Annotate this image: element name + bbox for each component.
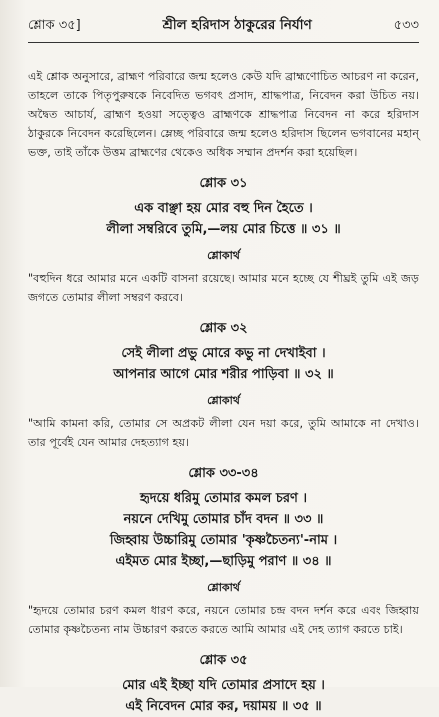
verse-section xyxy=(28,464,419,639)
verse-line: এইমত মোর ইচ্ছা,—ছাড়িমু পরাণ ॥ ৩৪ ॥ xyxy=(115,554,332,569)
verse-line: লীলা সম্বরিবে তুমি,—লয় মোর চিত্তে ॥ ৩১ ॥ xyxy=(106,222,341,237)
header-verse-ref: শ্লোক ৩৫] xyxy=(28,18,81,33)
header-chapter-title: শ্রীল হরিদাস ঠাকুরের নির্যাণ xyxy=(162,17,312,33)
verse-section xyxy=(28,174,419,307)
verse-line: সেই লীলা প্রভু মোরে কভু না দেখাইবা । xyxy=(121,346,326,361)
verse-heading: শ্লোক ৩১ xyxy=(199,176,248,191)
verse-line: নয়নে দেখিমু তোমার চাঁদ বদন ॥ ৩৩ ॥ xyxy=(123,512,324,527)
verse-line: জিহ্বায় উচ্চারিমু তোমার 'কৃষ্ণচৈতন্য'-নাম । xyxy=(109,533,338,548)
verse-line: আপনার আগে মোর শরীর পাড়িবা ॥ ৩২ ॥ xyxy=(113,367,334,382)
verse-line: এক বাঞ্ছা হয় মোর বহু দিন হৈতে । xyxy=(134,201,313,216)
translation-text: "আমি কামনা করি, তোমার সে অপ্রকট লীলা যেন দয়া করে, তুমি আমাকে না দেখাও। তার পূর্বেই যেন আমার দেহত্যাগ হয়। xyxy=(28,417,419,449)
page-number: ৫৩৩ xyxy=(393,18,419,33)
purport-paragraph: এই শ্লোক অনুসারে, ব্রাহ্মণ পরিবারে জন্ম হলেও কেউ যদি ব্রাহ্মণোচিত আচরণ না করেন, তাহলে তাকে পিতৃপুরুষকে নিবেদিত ভগবৎ প্রসাদ, শ্রাদ্ধপাত্র, নিবেদন করা উচিত নয়। অদ্বৈত আচার্য, ব্রাহ্মণ হওয়া সত্ত্বেও ব্রাহ্মণকে শ্রাদ্ধপাত্র নিবেদন না করে হরিদাস ঠাকুরকে নিবেদন করেছিলেন। ম্লেচ্ছ পরিবারে জন্ম হলেও হরিদাস ছিলেন ভগবানের মহান্ ভক্ত, তাই তাঁকে উত্তম ব্রাহ্মণের থেকেও অধিক সম্মান প্রদর্শন করা হয়েছিল। xyxy=(28,70,419,159)
verse-line: হৃদয়ে ধরিমু তোমার কমল চরণ । xyxy=(139,491,308,506)
verse-heading: শ্লোক ৩৫ xyxy=(199,653,248,668)
verse-heading: শ্লোক ৩৩-৩৪ xyxy=(188,466,259,481)
translation-heading: শ্লোকার্থ xyxy=(207,394,240,407)
verse-line: মোর এই ইচ্ছা যদি তোমার প্রসাদে হয় । xyxy=(122,678,325,693)
translation-text: "বহুদিন ধরে আমার মনে একটি বাসনা রয়েছে। আমার মনে হচ্ছে যে শীঘ্রই তুমি এই জড় জগতে তোমার লীলা সম্বরণ করবে। xyxy=(28,272,419,304)
running-header xyxy=(28,14,419,43)
verse-heading: শ্লোক ৩২ xyxy=(199,321,248,336)
translation-heading: শ্লোকার্থ xyxy=(207,249,240,262)
verse-section xyxy=(28,651,419,717)
translation-heading: শ্লোকার্থ xyxy=(207,581,240,594)
translation-text: "হৃদয়ে তোমার চরণ কমল ধারণ করে, নয়নে তোমার চন্দ্র বদন দর্শন করে এবং জিহ্বায় তোমার কৃষ্ণচৈতন্য নাম উচ্চারণ করতে করতে আমি আমার এই দেহ ত্যাগ করতে চাই। xyxy=(28,604,419,636)
verse-section xyxy=(28,319,419,452)
verse-line: এই নিবেদন মোর কর, দয়াময় ॥ ৩৫ ॥ xyxy=(125,699,322,714)
